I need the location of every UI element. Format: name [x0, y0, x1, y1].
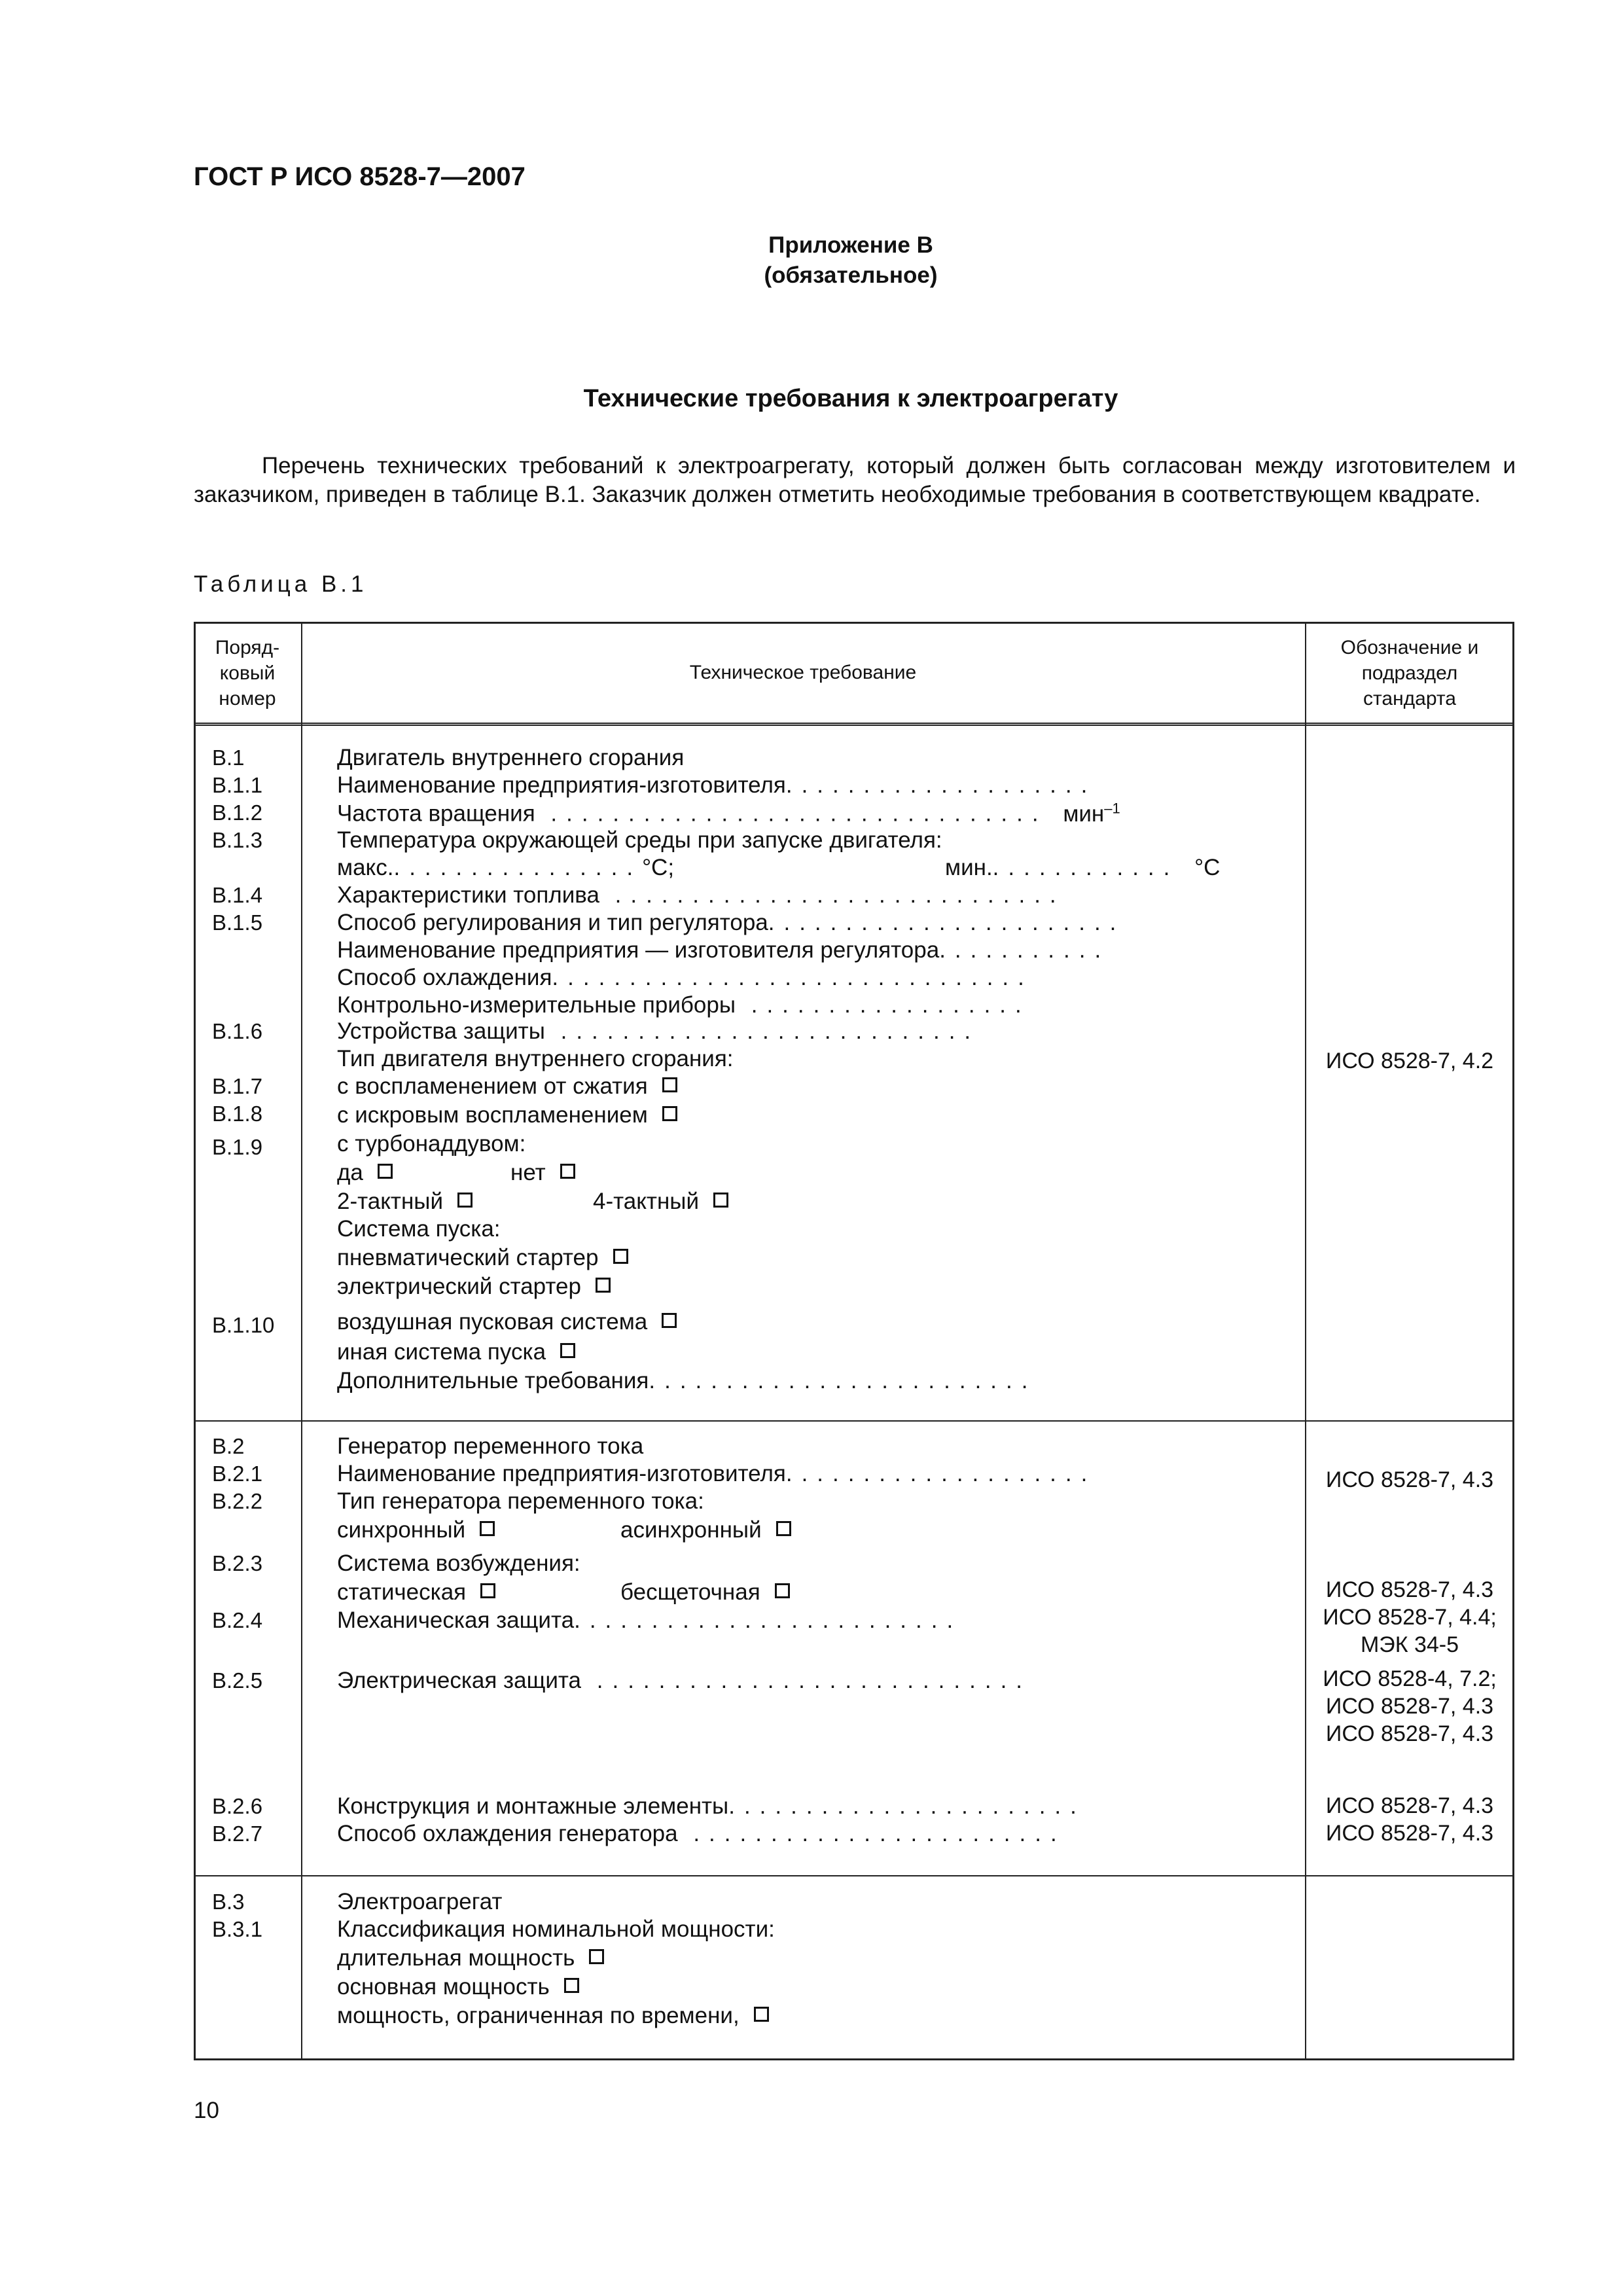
checkbox[interactable]: [560, 1164, 575, 1179]
checkbox[interactable]: [596, 1278, 611, 1293]
intro-paragraph: Перечень технических требований к электроагрегату, который должен быть согласован между изготовителем и заказчиком, приведен в таблице В.1. Заказчик должен отметить необходимые требования в соответствующем квадрате.: [194, 453, 1516, 507]
checkbox[interactable]: [776, 1521, 791, 1536]
standard-reference: ИСО 8528-7, 4.3: [1325, 1721, 1494, 1746]
checkbox[interactable]: [480, 1583, 495, 1598]
checkbox[interactable]: [662, 1077, 677, 1092]
header-num: Поряд- ковый номер: [215, 637, 280, 709]
requirement-line: воздушная пусковая система: [337, 1309, 677, 1335]
row-number: В.2.4: [212, 1608, 263, 1632]
group-rule: [194, 1875, 1514, 1876]
checkbox[interactable]: [613, 1249, 628, 1264]
requirement-line: длительная мощность: [337, 1945, 604, 1971]
checkbox[interactable]: [775, 1583, 790, 1598]
requirement-line: бесщеточная: [620, 1579, 790, 1605]
row-number: В.1.6: [212, 1019, 263, 1043]
requirement-line: Частота вращения ................................ мин$^{-1}$: [337, 800, 1120, 827]
header-requirement: Техническое требование: [689, 662, 917, 683]
checkbox[interactable]: [662, 1106, 677, 1121]
row-number: В.2.5: [212, 1668, 263, 1693]
row-number: В.2.3: [212, 1551, 263, 1575]
requirement-line: Характеристики топлива .............................: [337, 882, 1065, 908]
standard-reference: ИСО 8528-7, 4.4;: [1323, 1605, 1497, 1630]
row-number: В.1.7: [212, 1074, 263, 1098]
checkbox[interactable]: [713, 1193, 728, 1208]
requirement-line: Дополнительные требования.........................: [337, 1368, 1037, 1393]
checkbox[interactable]: [560, 1343, 575, 1358]
row-number: В.2.7: [212, 1821, 263, 1846]
requirement-line: основная мощность: [337, 1974, 579, 2000]
checkbox[interactable]: [662, 1313, 677, 1328]
row-number: В.2.1: [212, 1462, 263, 1486]
requirement-line: Электроагрегат: [337, 1889, 503, 1914]
requirement-line: Способ охлаждения...............................: [337, 965, 1033, 990]
requirement-line: Тип генератора переменного тока:: [337, 1488, 704, 1514]
requirement-line: Генератор переменного тока: [337, 1433, 644, 1459]
page-number: 10: [194, 2098, 219, 2123]
checkbox[interactable]: [589, 1949, 604, 1964]
requirement-line: Наименование предприятия-изготовителя....................: [337, 772, 1097, 798]
row-number: В.1.5: [212, 910, 263, 935]
row-number: В.1.8: [212, 1102, 263, 1126]
requirement-line: Наименование предприятия-изготовителя....................: [337, 1461, 1097, 1486]
checkbox[interactable]: [457, 1193, 473, 1208]
row-number: В.2: [212, 1434, 245, 1458]
requirement-line: с искровым воспламенением: [337, 1102, 677, 1128]
row-number: В.1.3: [212, 828, 263, 852]
requirement-line: Способ регулирования и тип регулятора.......................: [337, 910, 1126, 935]
requirement-line: нет: [510, 1160, 575, 1186]
row-number: В.1.1: [212, 773, 263, 797]
row-number: В.2.2: [212, 1489, 263, 1513]
requirement-line: пневматический стартер: [337, 1245, 628, 1271]
requirement-line: мин............. °С: [945, 855, 1221, 880]
requirement-line: асинхронный: [620, 1517, 791, 1543]
requirement-line: Устройства защиты ...........................: [337, 1018, 980, 1044]
row-number: В.2.6: [212, 1794, 263, 1818]
requirement-line: синхронный: [337, 1517, 495, 1543]
requirement-line: макс.................°С;: [337, 855, 675, 880]
requirement-line: Конструкция и монтажные элементы.......................: [337, 1793, 1086, 1819]
appendix-title: Приложение В: [768, 232, 933, 258]
header-reference: Обозначение и подраздел стандарта: [1340, 637, 1479, 709]
requirement-line: с воспламенением от сжатия: [337, 1073, 677, 1100]
requirement-line: мощность, ограниченная по времени,: [337, 2003, 769, 2029]
requirement-line: Механическая защита.........................: [337, 1607, 963, 1633]
checkbox[interactable]: [378, 1164, 393, 1179]
requirement-line: Система возбуждения:: [337, 1551, 580, 1576]
requirement-line: Электрическая защита ............................: [337, 1668, 1032, 1693]
requirement-line: 2-тактный: [337, 1189, 473, 1215]
checkbox[interactable]: [754, 2007, 769, 2022]
checkbox[interactable]: [480, 1521, 495, 1536]
standard-reference: ИСО 8528-4, 7.2;: [1323, 1666, 1497, 1691]
row-number: В.1.9: [212, 1135, 263, 1159]
requirement-line: Наименование предприятия — изготовителя регулятора...........: [337, 937, 1111, 963]
standard-reference: МЭК 34-5: [1360, 1632, 1459, 1657]
row-number: В.3: [212, 1890, 245, 1914]
requirement-line: 4-тактный: [593, 1189, 728, 1215]
standard-reference: ИСО 8528-7, 4.3: [1325, 1467, 1494, 1492]
row-number: В.3.1: [212, 1917, 263, 1941]
row-number: В.1.4: [212, 883, 263, 907]
requirement-line: Двигатель внутреннего сгорания: [337, 745, 685, 770]
header-rule: [194, 723, 1514, 726]
standard-reference: ИСО 8528-7, 4.3: [1325, 1694, 1494, 1719]
appendix-status: (обязательное): [764, 262, 938, 288]
requirement-line: Способ охлаждения генератора ........................: [337, 1821, 1066, 1846]
requirement-line: Тип двигателя внутреннего сгорания:: [337, 1046, 734, 1071]
row-number: В.1: [212, 745, 245, 770]
row-number: В.1.10: [212, 1313, 275, 1337]
checkbox[interactable]: [564, 1978, 579, 1993]
requirement-line: электрический стартер: [337, 1274, 611, 1300]
document-code: ГОСТ Р ИСО 8528-7—2007: [194, 162, 526, 191]
requirement-line: Система пуска:: [337, 1216, 501, 1242]
requirement-line: Температура окружающей среды при запуске двигателя:: [337, 827, 942, 853]
requirement-line: Контрольно-измерительные приборы ..................: [337, 992, 1031, 1018]
section-title: Технические требования к электроагрегату: [583, 385, 1118, 412]
group-rule: [194, 1420, 1514, 1422]
standard-reference: ИСО 8528-7, 4.2: [1325, 1049, 1494, 1073]
standard-reference: ИСО 8528-7, 4.3: [1325, 1577, 1494, 1602]
standard-reference: ИСО 8528-7, 4.3: [1325, 1793, 1494, 1818]
row-number: В.1.2: [212, 800, 263, 825]
requirement-line: да: [337, 1160, 393, 1186]
table-rule: [301, 622, 302, 2060]
table-caption: Таблица В.1: [194, 571, 368, 597]
requirement-line: с турбонаддувом:: [337, 1131, 526, 1157]
standard-reference: ИСО 8528-7, 4.3: [1325, 1821, 1494, 1846]
requirement-line: статическая: [337, 1579, 495, 1605]
requirement-line: иная система пуска: [337, 1339, 575, 1365]
requirement-line: Классификация номинальной мощности:: [337, 1916, 775, 1942]
